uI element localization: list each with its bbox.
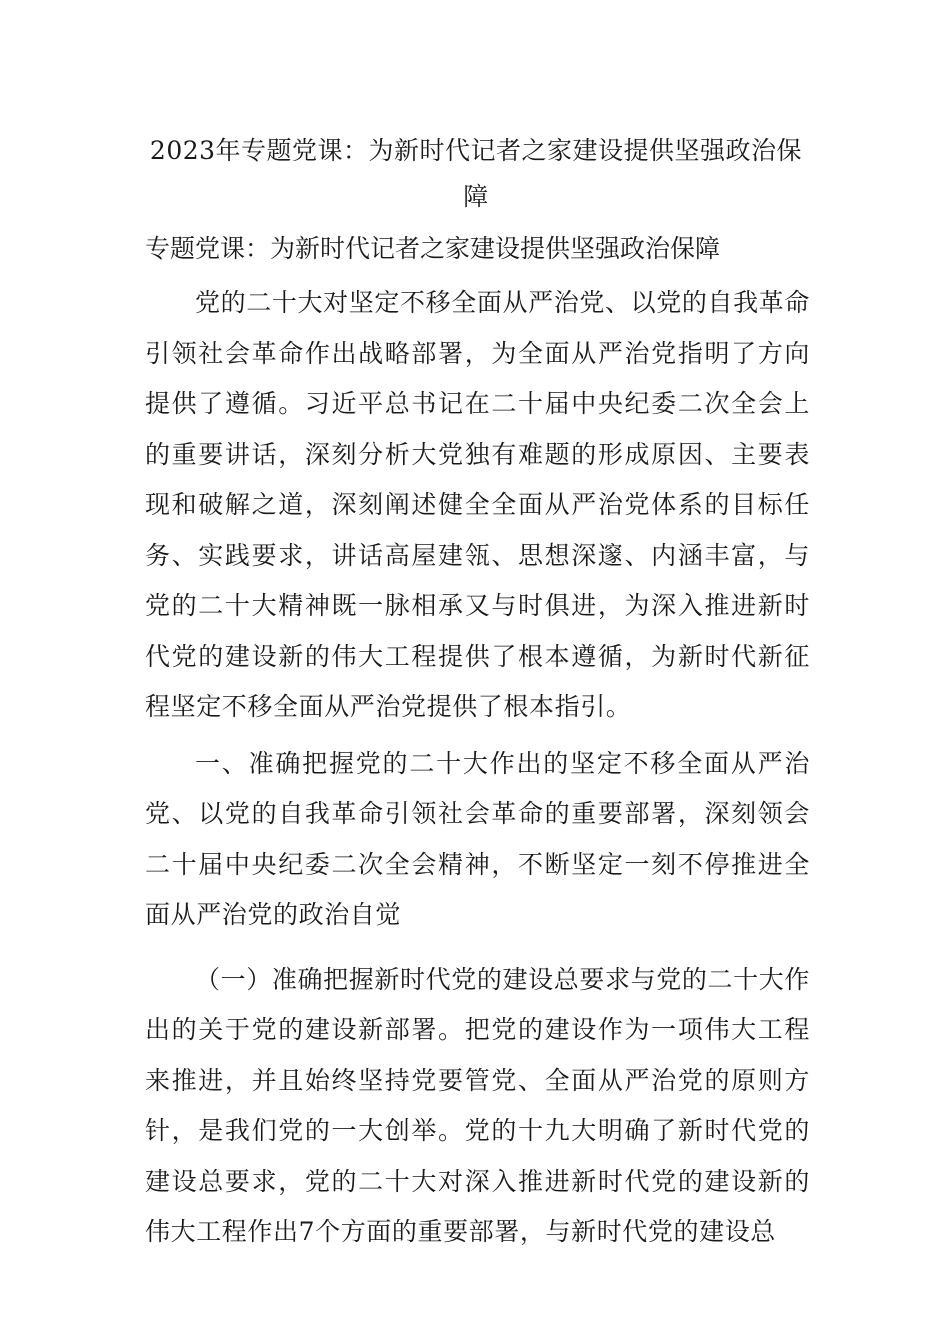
document-subtitle: 专题党课：为新时代记者之家建设提供坚强政治保障 bbox=[145, 234, 721, 263]
document-body bbox=[145, 278, 810, 1258]
subsection-paragraph-1: （一）准确把握新时代党的建设总要求与党的二十大作出的关于党的建设新部署。把党的建设作为一项伟大工程来推进，并且始终坚持党要管党、全面从严治党的原则方针，是我们党的一大创举。党的十九大明确了新时代党的建设总要求，党的二十大对深入推进新时代党的建设新的伟大工程作出7个方面的重要部署，与新时代党的建设总 bbox=[145, 964, 810, 1246]
intro-paragraph: 党的二十大对坚定不移全面从严治党、以党的自我革命引领社会革命作出战略部署，为全面从严治党指明了方向提供了遵循。习近平总书记在二十届中央纪委二次全会上的重要讲话，深刻分析大党独有难题的形成原因、主要表现和破解之道，深刻阐述健全全面从严治党体系的目标任务、实践要求，讲话高屋建瓴、思想深邃、内涵丰富，与党的二十大精神既一脉相承又与时俱进，为深入推进新时代党的建设新的伟大工程提供了根本遵循，为新时代新征程坚定不移全面从严治党提供了根本指引。 bbox=[145, 288, 810, 721]
document-title: 2023年专题党课：为新时代记者之家建设提供坚强政治保障 bbox=[149, 136, 803, 211]
section-heading-1: 一、准确把握党的二十大作出的坚定不移全面从严治党、以党的自我革命引领社会革命的重要部署，深刻领会二十届中央纪委二次全会精神，不断坚定一刻不停推进全面从严治党的政治自觉 bbox=[145, 748, 810, 929]
